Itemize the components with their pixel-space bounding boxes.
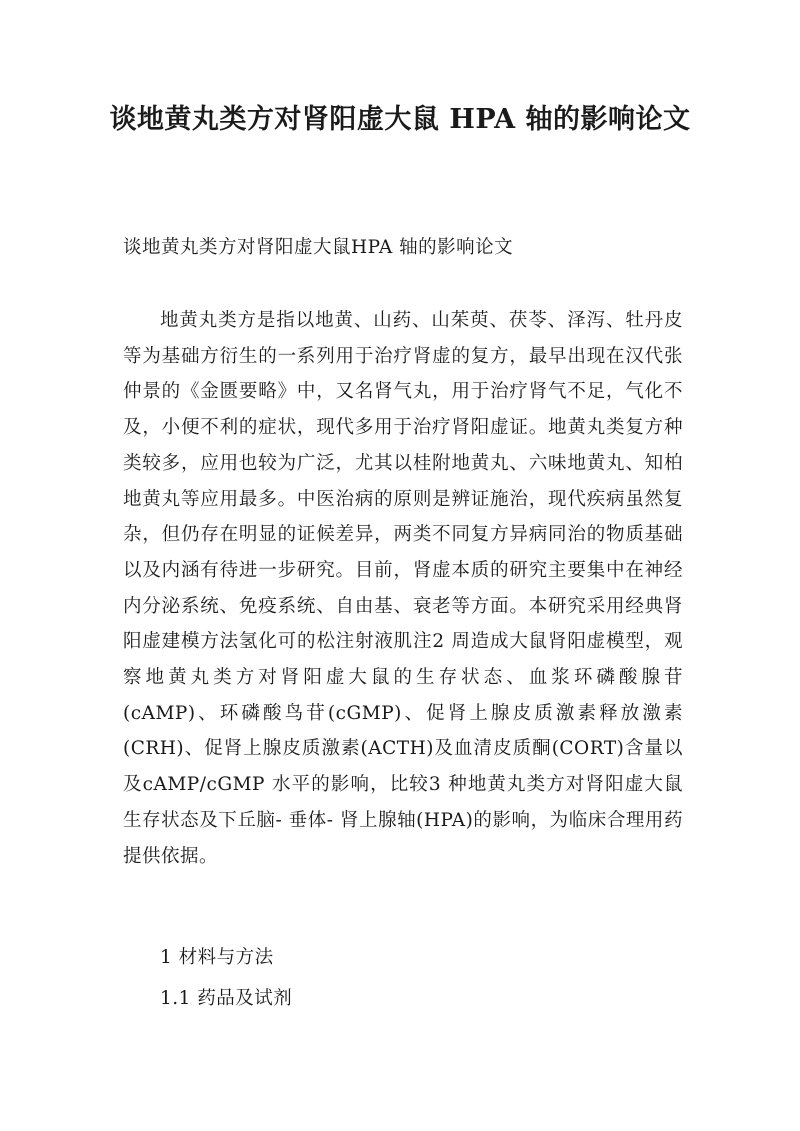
document-title: 谈地黄丸类方对肾阳虚大鼠 HPA 轴的影响论文 xyxy=(109,104,691,135)
document-subtitle: 谈地黄丸类方对肾阳虚大鼠HPA 轴的影响论文 xyxy=(123,237,514,258)
section-heading-materials-methods: 1 材料与方法 xyxy=(160,947,274,968)
section-heading-drugs-reagents: 1.1 药品及试剂 xyxy=(160,988,293,1009)
body-paragraph: 地黄丸类方是指以地黄、山药、山茱萸、茯苓、泽泻、牡丹皮等为基础方衍生的一系列用于治疗肾虚的复方，最早出现在汉代张仲景的《金匮要略》中，又名肾气丸，用于治疗肾气不足，气化不及，小便不利的症状，现代多用于治疗肾阳虚证。地黄丸类复方种类较多，应用也较为广泛，尤其以桂附地黄丸、六味地黄丸、知柏地黄丸等应用最多。中医治病的原则是辨证施治，现代疾病虽然复杂，但仍存在明显的证候差异，两类不同复方异病同治的物质基础以及内涵有待进一步研究。目前，肾虚本质的研究主要集中在神经内分泌系统、免疫系统、自由基、衰老等方面。本研究采用经典肾阳虚建模方法氢化可的松注射液肌注2 周造成大鼠肾阳虚模型，观察地黄丸类方对肾阳虚大鼠的生存状态、血浆环磷酸腺苷(cAMP)、环磷酸鸟苷(cGMP)、促肾上腺皮质激素释放激素(CRH)、促肾上腺皮质激素(ACTH)及血清皮质酮(CORT)含量以及cAMP/cGMP 水平的影响，比较3 种地黄丸类方对肾阳虚大鼠生存状态及下丘脑- 垂体- 肾上腺轴(HPA)的影响，为临床合理用药提供依据。 xyxy=(123,310,683,867)
